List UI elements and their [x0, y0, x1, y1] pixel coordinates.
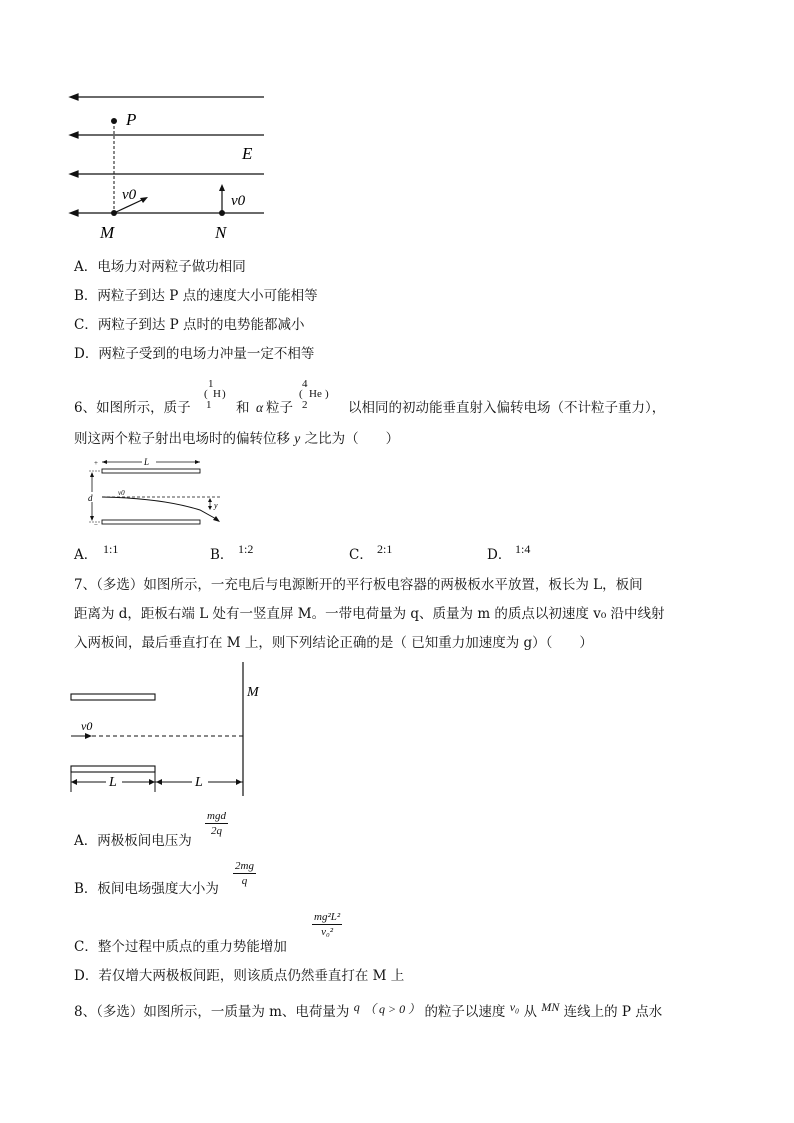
q7-a-denominator: 2q	[210, 825, 222, 837]
field-arrow-2	[70, 132, 78, 138]
top-plate	[102, 469, 200, 473]
label-e: E	[242, 144, 253, 163]
label-p: P	[126, 110, 137, 129]
q8-mid: 的粒子以速度	[424, 1004, 506, 1020]
y-arrow-top	[208, 498, 212, 502]
q6-option-b-value: 1:2	[238, 542, 254, 556]
question7-figure	[66, 660, 266, 800]
lower-plate	[71, 766, 155, 772]
q6-option-c-value: 2:1	[377, 542, 393, 556]
q7-c-denominator: v₀²	[321, 926, 334, 938]
alpha-open-paren: (	[299, 388, 303, 400]
alpha-mass-number: 4	[302, 378, 308, 390]
q6-line2-var: y	[294, 431, 301, 446]
q8-v0: v₀	[509, 1000, 520, 1014]
length-label: L	[144, 457, 150, 467]
alpha-symbol: He	[309, 388, 322, 400]
q6-alpha-word: 粒子	[266, 400, 293, 416]
q7-a-numerator: mgd	[207, 810, 226, 822]
velocity-n-head	[219, 184, 225, 191]
q6-and: 和	[236, 400, 250, 416]
q6-option-d-value: 1:4	[515, 542, 531, 556]
length-arrow-left	[102, 460, 107, 464]
proton-mass-number: 1	[208, 378, 214, 390]
trajectory	[102, 497, 218, 520]
q7-line2: 距离为 d，距板右端 L 处有一竖直屏 M。一带电荷量为 q、质量为 m 的质点以初速度 v₀ 沿中线射	[74, 606, 665, 622]
q8-condition: （ q > 0 ）	[364, 1002, 421, 1016]
q7-option-a-text: A．两极板间电压为	[74, 833, 192, 849]
alpha-close-paren: )	[325, 388, 329, 400]
q8-mid2: 从	[523, 1004, 538, 1020]
q6-line2-post: 之比为（ ）	[304, 431, 400, 447]
y-arrow-bottom	[208, 506, 212, 510]
screen-label: M	[247, 685, 259, 700]
length-arrow-right	[195, 460, 200, 464]
trajectory-arrow	[213, 516, 220, 522]
d-arrow-top	[90, 472, 94, 477]
dim1-arrow-right	[149, 779, 155, 785]
label-m: M	[100, 223, 115, 242]
q7-option-b-fraction	[233, 860, 256, 887]
y-label: y	[214, 501, 218, 510]
label-v0-m: v0	[122, 187, 137, 203]
point-p	[111, 118, 117, 124]
label-n: N	[215, 223, 227, 242]
alpha-charge-number: 2	[302, 399, 308, 411]
q5-option-a: A．电场力对两粒子做功相同	[74, 259, 246, 275]
q8-post: 连线上的 P 点水	[563, 1004, 663, 1020]
proton-charge-number: 1	[206, 399, 212, 411]
q7-b-denominator: q	[241, 875, 248, 887]
v0-label: v0	[118, 489, 125, 497]
q8-line1	[74, 1000, 663, 1021]
q7-option-d-text: D．若仅增大两极板间距，则该质点仍然垂直打在 M 上	[74, 968, 405, 984]
dim2-label: L	[195, 775, 203, 790]
label-v0-n: v0	[231, 193, 246, 209]
dim1-label: L	[109, 775, 117, 790]
q6-option-d-label: D．	[487, 547, 512, 563]
d-label: d	[88, 493, 93, 503]
q5-option-b: B．两粒子到达 P 点的速度大小可能相等	[74, 288, 318, 304]
q7-option-c-fraction	[312, 911, 342, 938]
q6-line2-pre: 则这两个粒子射出电场时的偏转位移	[74, 431, 290, 447]
q7-line1: 7、（多选）如图所示，一充电后与电源断开的平行板电容器的两极板水平放置，板长为 L，板间	[74, 577, 643, 593]
bottom-plate	[102, 520, 200, 524]
q7-option-c-text: C．整个过程中质点的重力势能增加	[74, 939, 287, 955]
q6-option-a-label: A．	[74, 547, 98, 563]
q8-q: q	[353, 1000, 360, 1014]
q7-b-numerator: 2mg	[235, 860, 254, 872]
q8-pre: 8、（多选）如图所示，一质量为 m、电荷量为	[74, 1004, 350, 1020]
question6-figure	[82, 456, 230, 532]
q6-option-a-value: 1:1	[103, 542, 119, 556]
q7-option-b-text: B．板间电场强度大小为	[74, 881, 219, 897]
dim1-arrow-left	[71, 779, 77, 785]
q6-line1-post: 以相同的初动能垂直射入偏转电场（不计粒子重力），	[348, 400, 666, 416]
proton-open-paren: (	[204, 388, 208, 400]
q7-option-a-fraction	[205, 810, 228, 837]
v0-arrow-head	[85, 733, 92, 739]
v0-label: v0	[81, 719, 93, 733]
q6-line1-pre: 6、如图所示，质子	[74, 400, 191, 416]
q5-option-c: C．两粒子到达 P 点时的电势能都减小	[74, 317, 305, 333]
dim2-arrow-right	[236, 779, 242, 785]
dim2-arrow-left	[156, 779, 162, 785]
q6-line2	[74, 430, 399, 448]
q7-c-numerator: mg²L²	[314, 911, 341, 923]
proton-close-paren: )	[222, 388, 226, 400]
field-arrow-4	[70, 210, 78, 216]
proton-symbol: H	[213, 388, 221, 400]
q8-mn: MN	[541, 1000, 560, 1014]
minus-sign: −	[94, 521, 98, 529]
q7-line3: 入两板间，最后垂直打在 M 上，则下列结论正确的是（ 已知重力加速度为 g）（ ）	[74, 635, 593, 651]
upper-plate	[71, 694, 155, 700]
question5-figure	[60, 85, 280, 245]
q6-option-b-label: B．	[210, 547, 234, 563]
q5-option-d: D．两粒子受到的电场力冲量一定不相等	[74, 346, 315, 362]
q6-option-c-label: C．	[349, 547, 373, 563]
plus-sign: +	[94, 459, 98, 467]
field-arrow-3	[70, 171, 78, 177]
field-arrow-1	[70, 94, 78, 100]
q6-alpha: α	[256, 400, 264, 415]
